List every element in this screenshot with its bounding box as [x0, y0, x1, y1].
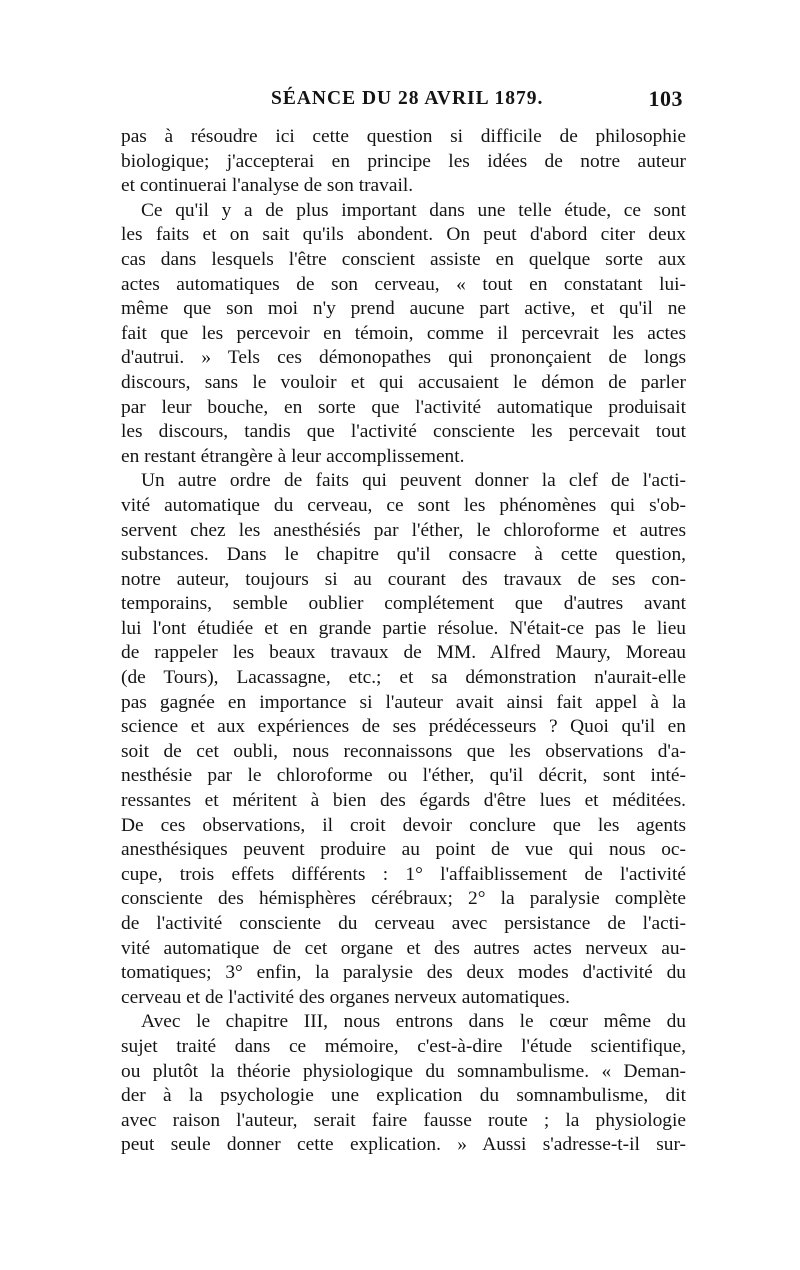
text-line: vité automatique de cet organe et des autres actes nerveux au-: [121, 937, 686, 959]
text-line: biologique; j'accepterai en principe les idées de notre auteur: [121, 150, 686, 172]
text-line: cerveau et de l'activité des organes nerveux automatiques.: [121, 986, 570, 1008]
text-line: anesthésiques peuvent produire au point de vue qui nous oc-: [121, 839, 686, 861]
text-line: d'autrui. » Tels ces démonopathes qui prononçaient de longs: [121, 347, 686, 369]
text-line: Avec le chapitre III, nous entrons dans le cœur même du: [141, 1011, 686, 1033]
text-line: temporains, semble oublier complétement que d'autres avant: [121, 593, 686, 615]
running-title: SÉANCE DU 28 AVRIL 1879.: [271, 88, 544, 109]
text-line: de rappeler les beaux travaux de MM. Alfred Maury, Moreau: [121, 642, 686, 664]
text-line: consciente des hémisphères cérébraux; 2° la paralysie complète: [121, 888, 686, 910]
body-text: [121, 125, 686, 1158]
text-line: les faits et on sait qu'ils abondent. On peut d'abord citer deux: [121, 224, 686, 246]
text-line: en restant étrangère à leur accomplissement.: [121, 445, 465, 467]
text-line: substances. Dans le chapitre qu'il consacre à cette question,: [121, 544, 686, 566]
text-line: pas gagnée en importance si l'auteur avait ainsi fait appel à la: [121, 691, 686, 713]
text-line: soit de cet oubli, nous reconnaissons que les observations d'a-: [121, 740, 686, 762]
text-line: Un autre ordre de faits qui peuvent donner la clef de l'acti-: [141, 470, 686, 492]
running-header: [121, 88, 686, 116]
text-line: Ce qu'il y a de plus important dans une telle étude, ce sont: [141, 199, 686, 221]
text-line: cas dans lesquels l'être conscient assiste en quelque sorte aux: [121, 248, 686, 270]
text-line: avec raison l'auteur, serait faire fausse route ; la physiologie: [121, 1109, 686, 1131]
text-line: les discours, tandis que l'activité consciente les percevait tout: [121, 421, 686, 443]
text-line: ou plutôt la théorie physiologique du somnambulisme. « Deman-: [121, 1060, 686, 1082]
text-line: et continuerai l'analyse de son travail.: [121, 175, 414, 197]
text-line: discours, sans le vouloir et qui accusaient le démon de parler: [121, 371, 686, 393]
text-line: ressantes et méritent à bien des égards d'être lues et méditées.: [121, 790, 686, 812]
text-line: par leur bouche, en sorte que l'activité automatique produisait: [121, 396, 686, 418]
text-line: vité automatique du cerveau, ce sont les phénomènes qui s'ob-: [121, 494, 686, 516]
text-line: tomatiques; 3° enfin, la paralysie des deux modes d'activité du: [121, 962, 686, 984]
text-line: actes automatiques de son cerveau, « tout en constatant lui-: [121, 273, 686, 295]
text-line: peut seule donner cette explication. » Aussi s'adresse-t-il sur-: [121, 1134, 686, 1156]
text-line: der à la psychologie une explication du somnambulisme, dit: [121, 1085, 686, 1107]
page-number: 103: [648, 86, 683, 111]
text-line: de l'activité consciente du cerveau avec persistance de l'acti-: [121, 913, 686, 934]
text-line: nesthésie par le chloroforme ou l'éther, qu'il décrit, sont inté-: [121, 765, 686, 787]
text-line: De ces observations, il croit devoir conclure que les agents: [121, 814, 686, 836]
text-line: cupe, trois effets différents : 1° l'affaiblissement de l'activité: [121, 863, 686, 885]
text-line: même que son moi n'y prend aucune part active, et qu'il ne: [121, 298, 686, 320]
text-line: (de Tours), Lacassagne, etc.; et sa démonstration n'aurait-elle: [121, 667, 686, 689]
text-line: lui l'ont étudiée et en grande partie résolue. N'était-ce pas le lieu: [121, 617, 686, 639]
text-line: servent chez les anesthésiés par l'éther, le chloroforme et autres: [121, 519, 686, 541]
book-page: [121, 88, 686, 1158]
text-line: notre auteur, toujours si au courant des travaux de ses con-: [121, 568, 686, 590]
text-line: sujet traité dans ce mémoire, c'est-à-dire l'étude scientifique,: [121, 1035, 686, 1057]
text-line: pas à résoudre ici cette question si difficile de philosophie: [121, 126, 686, 147]
text-line: science et aux expériences de ses prédécesseurs ? Quoi qu'il en: [121, 716, 686, 738]
text-line: fait que les percevoir en témoin, comme il percevrait les actes: [121, 322, 686, 344]
